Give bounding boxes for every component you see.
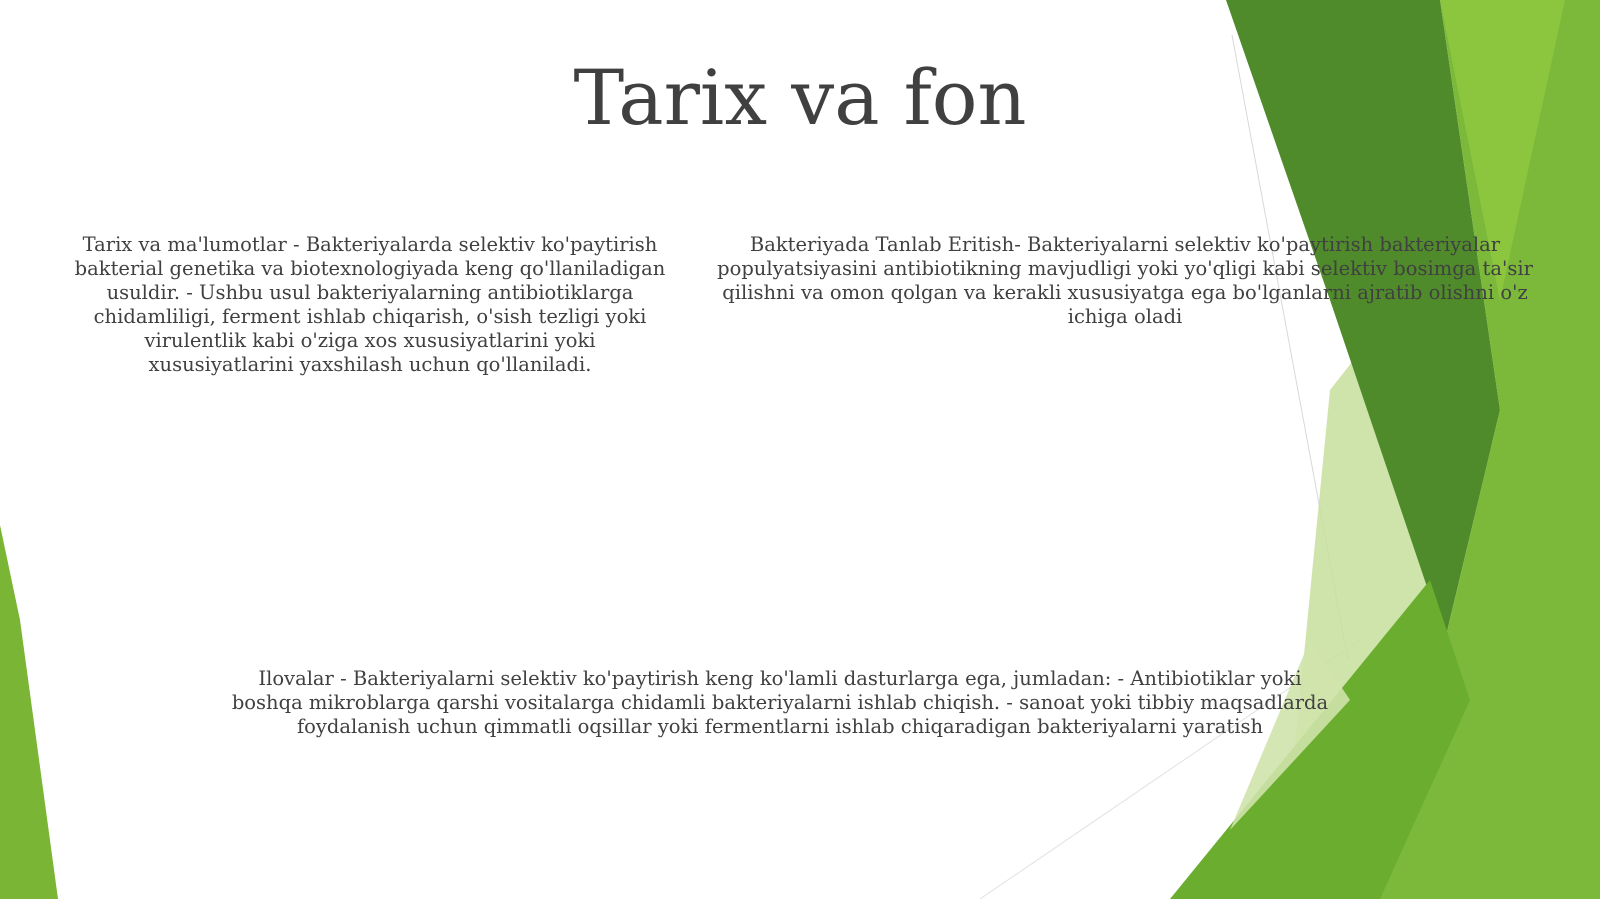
left-green-sliver xyxy=(0,525,58,899)
slide-title: Tarix va fon xyxy=(573,53,1027,142)
history-text-block: Tarix va ma'lumotlar - Bakteriyalarda selektiv ko'paytirish bakterial genetika va biotexnologiyada keng qo'llaniladigan usuldir. - Ushbu usul bakteriyalarning antibiotiklarga chidamliligi, ferment ishlab chiqarish, o'sish tezligi yoki virulentlik kabi o'ziga xos xususiyatlarini yoki xususiyatlarini yaxshilash uchun qo'llaniladi. xyxy=(74,233,666,376)
selective-elution-text-block: Bakteriyada Tanlab Eritish- Bakteriyalarni selektiv ko'paytirish bakteriyalar populyatsiyasini antibiotikning mavjudligi yoki yo'qligi kabi selektiv bosimga ta'sir qilishni va omon qolgan va kerakli xususiyatga ega bo'lganlarni ajratib olishni o'z ichiga oladi xyxy=(717,233,1533,328)
applications-text-block: Ilovalar - Bakteriyalarni selektiv ko'paytirish keng ko'lamli dasturlarga ega, jumladan: - Antibiotiklar yoki boshqa mikroblarga qarshi vositalarga chidamli bakteriyalarni ishlab chiqish. - sanoat yoki tibbiy maqsadlarda foydalanish uchun qimmatli oqsillar yoki fermentlarni ishlab chiqaradigan bakteriyalarni yaratish xyxy=(231,667,1329,738)
